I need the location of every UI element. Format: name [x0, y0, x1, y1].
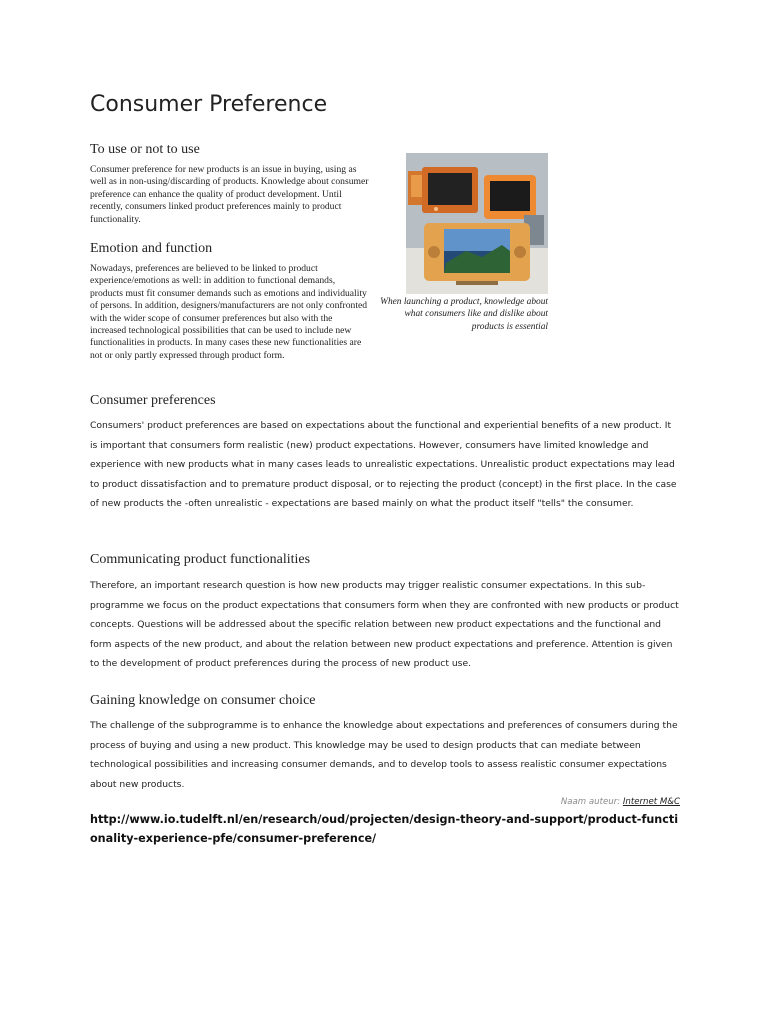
author-line: [561, 797, 680, 807]
heading-communicating: Communicating product functionalities: [90, 552, 311, 567]
author-link[interactable]: Internet M&C: [622, 797, 680, 807]
paragraph-emotion-function: Nowadays, preferences are believed to be linked to product experience/emotions as well: in addition to functional demands, products must fit consumer demands such as emotions and individuality of persons. In addition, designers/manufacturers are not only confronted with the wider scope of consumer preferences but also with the increased technological possibilities that can be used to include new functionalities in products. In many cases these new functionalities are not or only partly expressed through product form.: [90, 263, 368, 361]
paragraph-to-use: Consumer preference for new products is an issue in buying, using as well as in non-using/discarding of products. Knowledge about consumer preference can enhance the quality of product development. Until recently, consumers linked product preferences mainly to product functionality.: [90, 164, 369, 225]
paragraph-consumer-preferences: Consumers' product preferences are based on expectations about the functional and experiential benefits of a new product. It is important that consumers form realistic (new) product expectations. However, consumers have limited knowledge and experience with new products what in many cases leads to unrealistic expectations. Unrealistic product expectations may lead to product dissatisfaction and to premature product disposal, or to rejecting the product (concept) in the first place. In the case of new products the -often unrealistic - expectations are based mainly on what the product itself "tells" the consumer.: [90, 420, 677, 509]
paragraph-gaining-knowledge: The challenge of the subprogramme is to enhance the knowledge about expectations and preferences of consumers during the process of buying and using a new product. This knowledge may be used to design products that can mediate between technological possibilities and increasing consumer demands, and to develop tools to assess realistic consumer expectations about new products.: [90, 720, 678, 790]
source-url[interactable]: http://www.io.tudelft.nl/en/research/oud/projecten/design-theory-and-support/product-functionality-experience-pfe/consumer-preference/: [90, 813, 679, 845]
paragraph-communicating: Therefore, an important research question is how new products may trigger realistic consumer expectations. In this sub-programme we focus on the product expectations that consumers form when they are confronted with new products or product concepts. Questions will be addressed about the specific relation between new product expectations and the functional and form aspects of the new product, and about the relation between new product expectations and preference. Attention is given to the development of product preferences during the process of new product use.: [90, 580, 679, 669]
heading-to-use: To use or not to use: [90, 142, 200, 157]
author-label: Naam auteur:: [560, 797, 621, 807]
product-photo: [406, 153, 548, 294]
figure-caption: When launching a product, knowledge about what consumers like and dislike about products is essential: [380, 297, 548, 332]
heading-consumer-preferences: Consumer preferences: [90, 393, 216, 408]
television-products-photo-icon: [406, 153, 548, 294]
heading-gaining-knowledge: Gaining knowledge on consumer choice: [90, 693, 316, 708]
heading-emotion-function: Emotion and function: [90, 241, 213, 256]
page-title: Consumer Preference: [90, 92, 328, 117]
